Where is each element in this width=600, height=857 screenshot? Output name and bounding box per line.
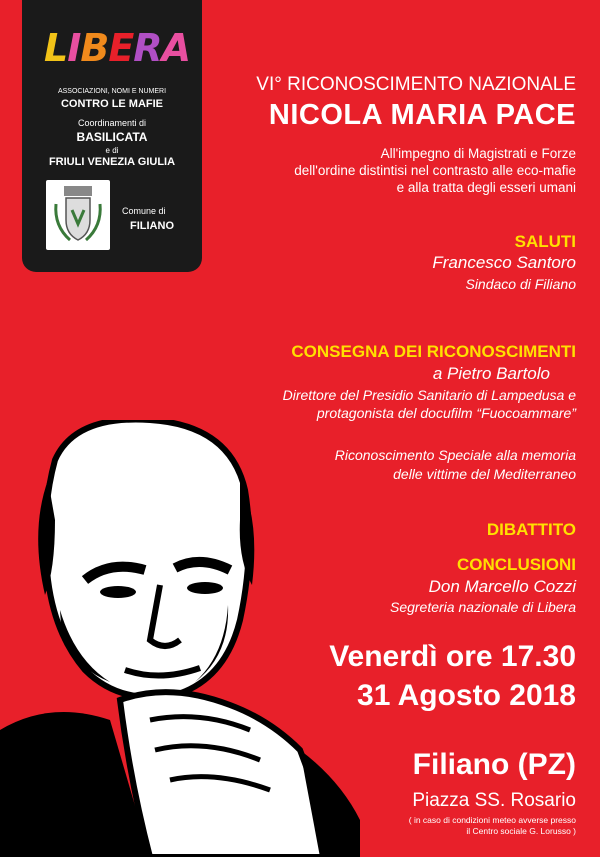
dedication-line: e alla tratta degli esseri umani	[396, 180, 576, 195]
conclusioni-label: CONCLUSIONI	[457, 555, 576, 574]
comune-name: FILIANO	[130, 220, 174, 232]
region-friuli: FRIULI VENEZIA GIULIA	[48, 156, 176, 168]
speciale-text: Riconoscimento Speciale alla memoria	[334, 447, 576, 463]
note-line: il Centro sociale G. Lorusso )	[466, 826, 576, 836]
dedication	[294, 145, 576, 196]
dibattito-label: DIBATTITO	[486, 520, 576, 539]
edition-title: VI° RICONOSCIMENTO NAZIONALE	[256, 74, 576, 95]
consegna-role: protagonista del docufilm “Fuocoammare”	[316, 405, 576, 421]
libera-logo: LIBERA	[44, 26, 190, 70]
conclusioni-role: Segreteria nazionale di Libera	[389, 599, 576, 615]
portrait-illustration	[0, 420, 360, 857]
region-basilicata: BASILICATA	[76, 130, 148, 144]
consegna-role: Direttore del Presidio Sanitario di Lampedusa e	[282, 387, 576, 403]
event-date: 31 Agosto 2018	[357, 679, 576, 712]
conclusioni-person: Don Marcello Cozzi	[428, 577, 576, 596]
region-connector: e di	[105, 146, 119, 155]
dedication-line: All'impegno di Magistrati e Forze	[380, 146, 576, 161]
saluti-person: Francesco Santoro	[432, 253, 576, 272]
consegna-label: CONSEGNA DEI RICONOSCIMENTI	[291, 342, 576, 361]
logo-contro: CONTRO LE MAFIE	[60, 98, 164, 110]
award-name: NICOLA MARIA PACE	[268, 99, 576, 131]
logo-tagline: ASSOCIAZIONI, NOMI E NUMERI	[57, 88, 167, 95]
consegna-person: a Pietro Bartolo	[432, 364, 550, 383]
event-square: Piazza SS. Rosario	[412, 790, 576, 811]
comune-label: Comune di	[122, 206, 166, 216]
event-note	[409, 815, 576, 837]
event-place: Filiano (PZ)	[412, 748, 576, 781]
speciale-text: delle vittime del Mediterraneo	[393, 466, 576, 482]
saluti-role: Sindaco di Filiano	[465, 276, 576, 292]
dedication-line: dell'ordine distintisi nel contrasto alle eco-mafie	[294, 163, 576, 178]
libera-badge	[22, 0, 202, 272]
saluti-label: SALUTI	[514, 232, 576, 251]
event-day-time: Venerdì ore 17.30	[329, 640, 576, 673]
comune-crest-icon	[46, 180, 110, 250]
note-line: ( in caso di condizioni meteo avverse presso	[408, 815, 576, 825]
coordinamenti-label: Coordinamenti di	[77, 118, 147, 128]
